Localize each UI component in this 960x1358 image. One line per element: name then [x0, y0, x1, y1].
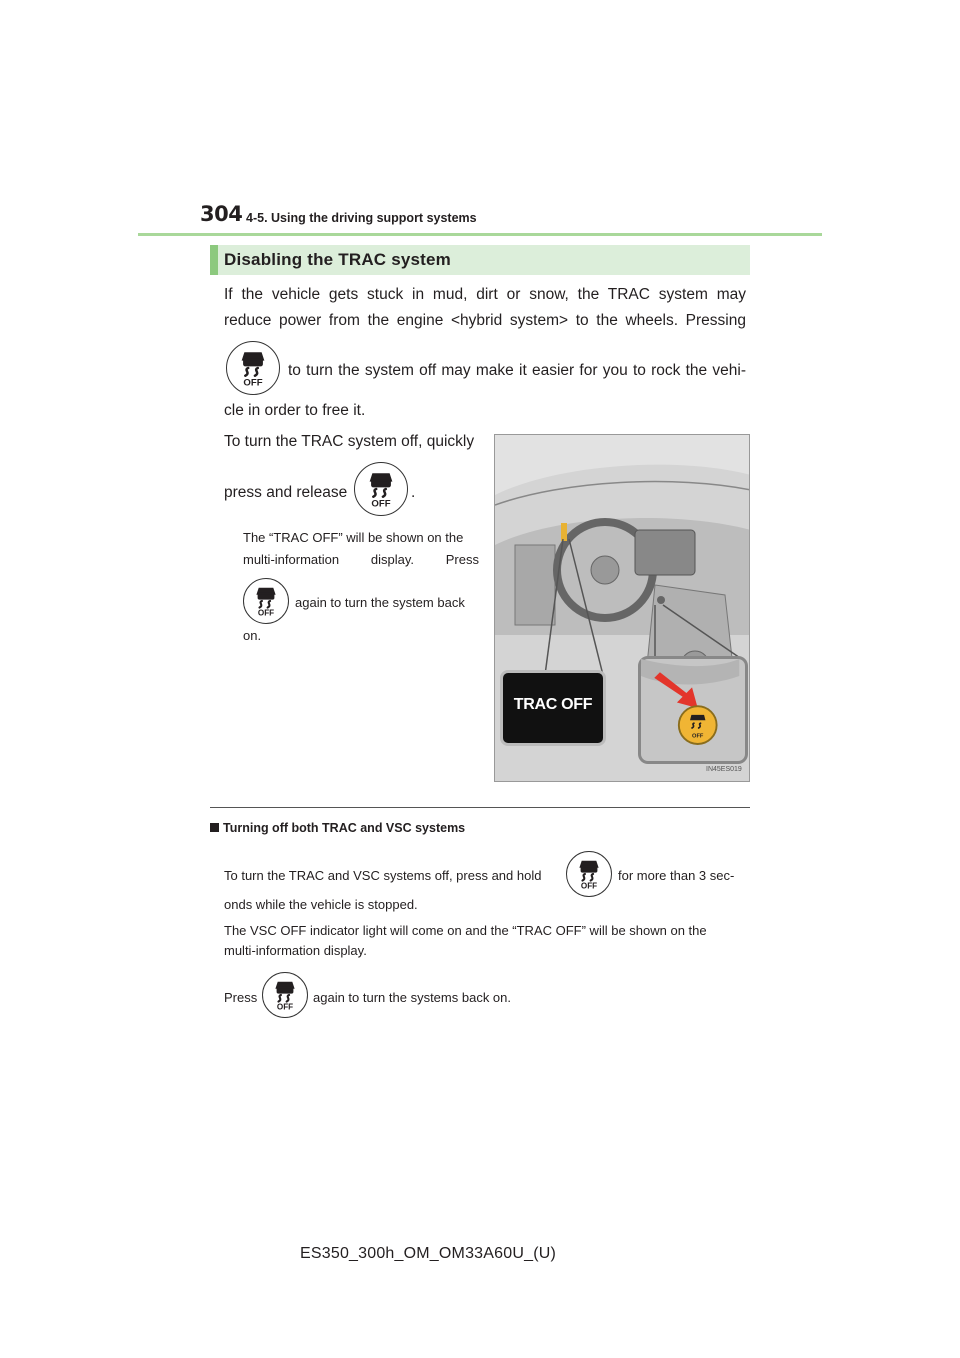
header-rule — [138, 233, 822, 236]
sub-line2: onds while the vehicle is stopped. — [224, 897, 418, 912]
vsc-off-icon — [262, 972, 308, 1018]
p1-line3: to turn the system off may make it easier for you to rock the vehi- — [288, 362, 746, 379]
p1-line4: cle in order to free it. — [224, 402, 366, 419]
vsc-off-icon — [354, 462, 408, 516]
p2-line1: To turn the TRAC system off, quickly — [224, 433, 475, 450]
p2-line2b: . — [411, 484, 416, 501]
vsc-off-icon — [566, 851, 612, 897]
page-number: 304 — [200, 202, 243, 226]
p1-line1: If the vehicle gets stuck in mud, dirt or snow, the TRAC system may — [224, 286, 746, 303]
sub-line3: The VSC OFF indicator light will come on and the “TRAC OFF” will be shown on the — [224, 923, 707, 938]
section-title: Disabling the TRAC system — [224, 250, 451, 269]
svg-text:OFF: OFF — [243, 377, 263, 389]
subsection-title: Turning off both TRAC and VSC systems — [210, 821, 465, 835]
svg-text:OFF: OFF — [276, 1002, 294, 1012]
svg-text:OFF: OFF — [580, 881, 598, 891]
sub-line5a: Press — [224, 990, 258, 1005]
svg-text:OFF: OFF — [692, 733, 704, 740]
vsc-off-icon — [226, 341, 280, 395]
chapter-title: 4-5. Using the driving support systems — [246, 211, 477, 225]
sub-line4: multi-information display. — [224, 943, 367, 958]
note-line4: on. — [243, 628, 262, 643]
sub-line1a: To turn the TRAC and VSC systems off, press and hold — [224, 868, 542, 883]
p1-line2: reduce power from the engine <hybrid system> to the wheels. Pressing — [224, 312, 746, 329]
p2-line2a: press and release — [224, 484, 348, 501]
svg-text:OFF: OFF — [257, 608, 275, 618]
figure-code: IN45ES019 — [706, 766, 742, 773]
trac-off-display-text: TRAC OFF — [513, 696, 593, 713]
sub-line1b: for more than 3 sec- — [618, 868, 735, 883]
button-zoom-inset — [638, 656, 748, 764]
section-divider — [210, 807, 750, 808]
square-bullet-icon — [210, 823, 219, 832]
vsc-off-icon — [243, 578, 289, 624]
note-line3: again to turn the system back — [295, 595, 465, 610]
document-code: ES350_300h_OM_OM33A60U_(U) — [300, 1245, 557, 1262]
sub-line5b: again to turn the systems back on. — [313, 990, 511, 1005]
section-heading-bar — [210, 245, 218, 275]
note-line2: multi-information display. Press — [243, 552, 479, 567]
svg-text:OFF: OFF — [371, 498, 391, 510]
note-line1: The “TRAC OFF” will be shown on the — [243, 530, 464, 545]
